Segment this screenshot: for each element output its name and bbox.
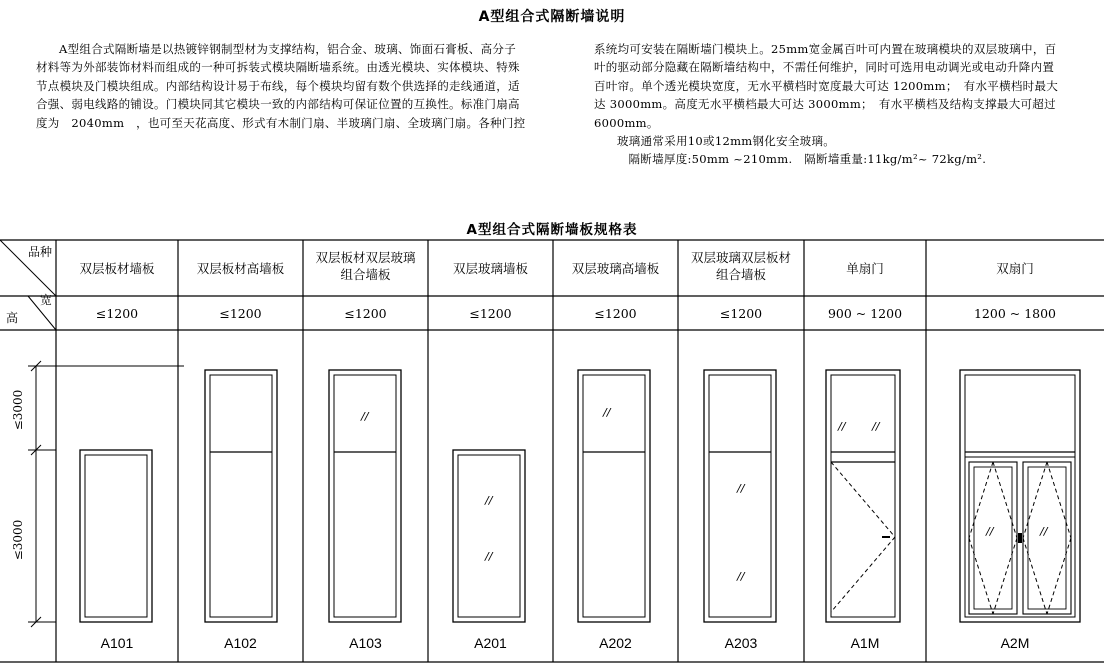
door-swing-line <box>969 538 993 614</box>
door-swing-line <box>1047 538 1071 614</box>
door-swing-line <box>831 462 895 537</box>
panel-frame <box>826 370 900 622</box>
glass-mark-icon: // <box>737 482 745 495</box>
door-swing-line <box>993 462 1017 538</box>
door-swing-line <box>1047 462 1071 538</box>
panel-inner-frame <box>85 455 147 617</box>
column-header: 双层板材墙板 <box>79 261 155 276</box>
column-header: 单扇门 <box>846 261 884 276</box>
panel-frame <box>205 370 277 622</box>
height-label-lower: ≤3000 <box>11 519 25 561</box>
column-header: 双层玻璃双层板材组合墙板 <box>690 250 792 282</box>
door-leaf-glass <box>974 467 1012 609</box>
panel-frame <box>453 450 525 622</box>
glass-mark-icon: // <box>603 406 611 419</box>
column-header: 双层板材双层玻璃组合墙板 <box>315 250 416 282</box>
corner-mid-label: 宽 <box>40 293 53 307</box>
panel-inner-frame <box>583 375 645 617</box>
column-width-value: ≤1200 <box>219 306 262 321</box>
panel-code: A203 <box>724 635 758 651</box>
column-width-value: ≤1200 <box>95 306 139 321</box>
column-width-value: ≤1200 <box>469 306 512 321</box>
glass-mark-icon: // <box>838 420 846 433</box>
panel-code: A202 <box>599 635 632 651</box>
glass-mark-icon: // <box>737 570 745 583</box>
panel-frame <box>329 370 401 622</box>
panel-code: A103 <box>349 635 382 651</box>
panel-frame <box>960 370 1080 622</box>
panel-code: A102 <box>224 635 257 651</box>
column-width-value: 1200 ~ 1800 <box>973 306 1057 321</box>
table-corner-cell <box>0 240 56 330</box>
panel-code: A201 <box>474 635 507 651</box>
column-width-value: ≤1200 <box>719 306 763 321</box>
panel-code: A1M <box>850 635 880 651</box>
glass-mark-icon: // <box>872 420 880 433</box>
column-width-value: 900 ~ 1200 <box>827 306 903 321</box>
glass-note: 玻璃通常采用10或12mm钢化安全玻璃。 <box>617 134 836 149</box>
column-width-value: ≤1200 <box>344 306 387 321</box>
door-leaf-right <box>1023 462 1071 614</box>
corner-bottom-label: 高 <box>6 311 19 325</box>
panel-code: A2M <box>1000 635 1030 651</box>
panel-code: A101 <box>100 635 134 651</box>
door-leaf-left <box>969 462 1017 614</box>
glass-mark-icon: // <box>1040 525 1048 538</box>
column-width-value: ≤1200 <box>594 306 637 321</box>
glass-mark-icon: // <box>986 525 994 538</box>
door-leaf-glass <box>1028 467 1066 609</box>
description-paragraph: A型组合式隔断墙是以热镀锌钢制型材为支撑结构，铝合金、玻璃、饰面石膏板、高分子材料等为外部装饰材料而组成的一种可拆装式模块隔断墙系统。由透光模块、实体模块、特殊节点模块及门模块组成。内部结构设计易于布线，每个模块均留有数个供选择的走线通道，适合强、弱电线路的铺设。门模块同其它模块一致的内部结构可保证位置的互换性。标准门扇高度为 2040mm ，也可至天花高度、形式有木制门扇、半玻璃门扇、全玻璃门扇。各种门控 <box>36 42 526 130</box>
description-paragraph-continued: 系统均可安装在隔断墙门模块上。25mm宽金属百叶可内置在玻璃模块的双层玻璃中，百叶的驱动部分隐藏在隔断墙结构中，不需任何维护，同时可选用电动调光或电动升降内置百叶帘。单个透光模块宽度，无水平横档时宽度最大可达 1200mm； 有水平横档时最大达 3000mm。高度无水平横档最大可达 3000mm； 有水平横档及结构支撑最大可超过6000mm。 <box>594 42 1059 130</box>
door-swing-line <box>993 538 1017 614</box>
column-header: 双层玻璃高墙板 <box>571 261 660 276</box>
door-swing-line <box>831 537 895 612</box>
door-swing-line <box>1023 538 1047 614</box>
panel-frame <box>578 370 650 622</box>
glass-mark-icon: // <box>485 494 493 507</box>
glass-mark-icon: // <box>485 550 493 563</box>
panel-inner-frame <box>965 375 1075 617</box>
column-header: 双层玻璃墙板 <box>452 261 529 276</box>
panel-frame <box>80 450 152 622</box>
table-grid <box>0 240 1104 662</box>
panel-inner-frame <box>458 455 520 617</box>
height-dimension-lines <box>11 361 184 627</box>
document-title: A型组合式隔断墙说明 <box>478 9 626 25</box>
table-title: A型组合式隔断墙板规格表 <box>466 222 638 238</box>
panel-inner-frame <box>831 375 895 617</box>
panel-frame <box>704 370 776 622</box>
glass-mark-icon: // <box>361 410 369 423</box>
column-header: 双扇门 <box>996 261 1034 276</box>
panel-inner-frame <box>210 375 272 617</box>
corner-top-label: 品种 <box>28 245 53 259</box>
spec-note: 隔断墙厚度:50mm ~210mm. 隔断墙重量:11kg/m²~ 72kg/m². <box>628 152 987 167</box>
column-header: 双层板材高墙板 <box>196 261 285 276</box>
height-label-upper: ≤3000 <box>11 389 25 431</box>
